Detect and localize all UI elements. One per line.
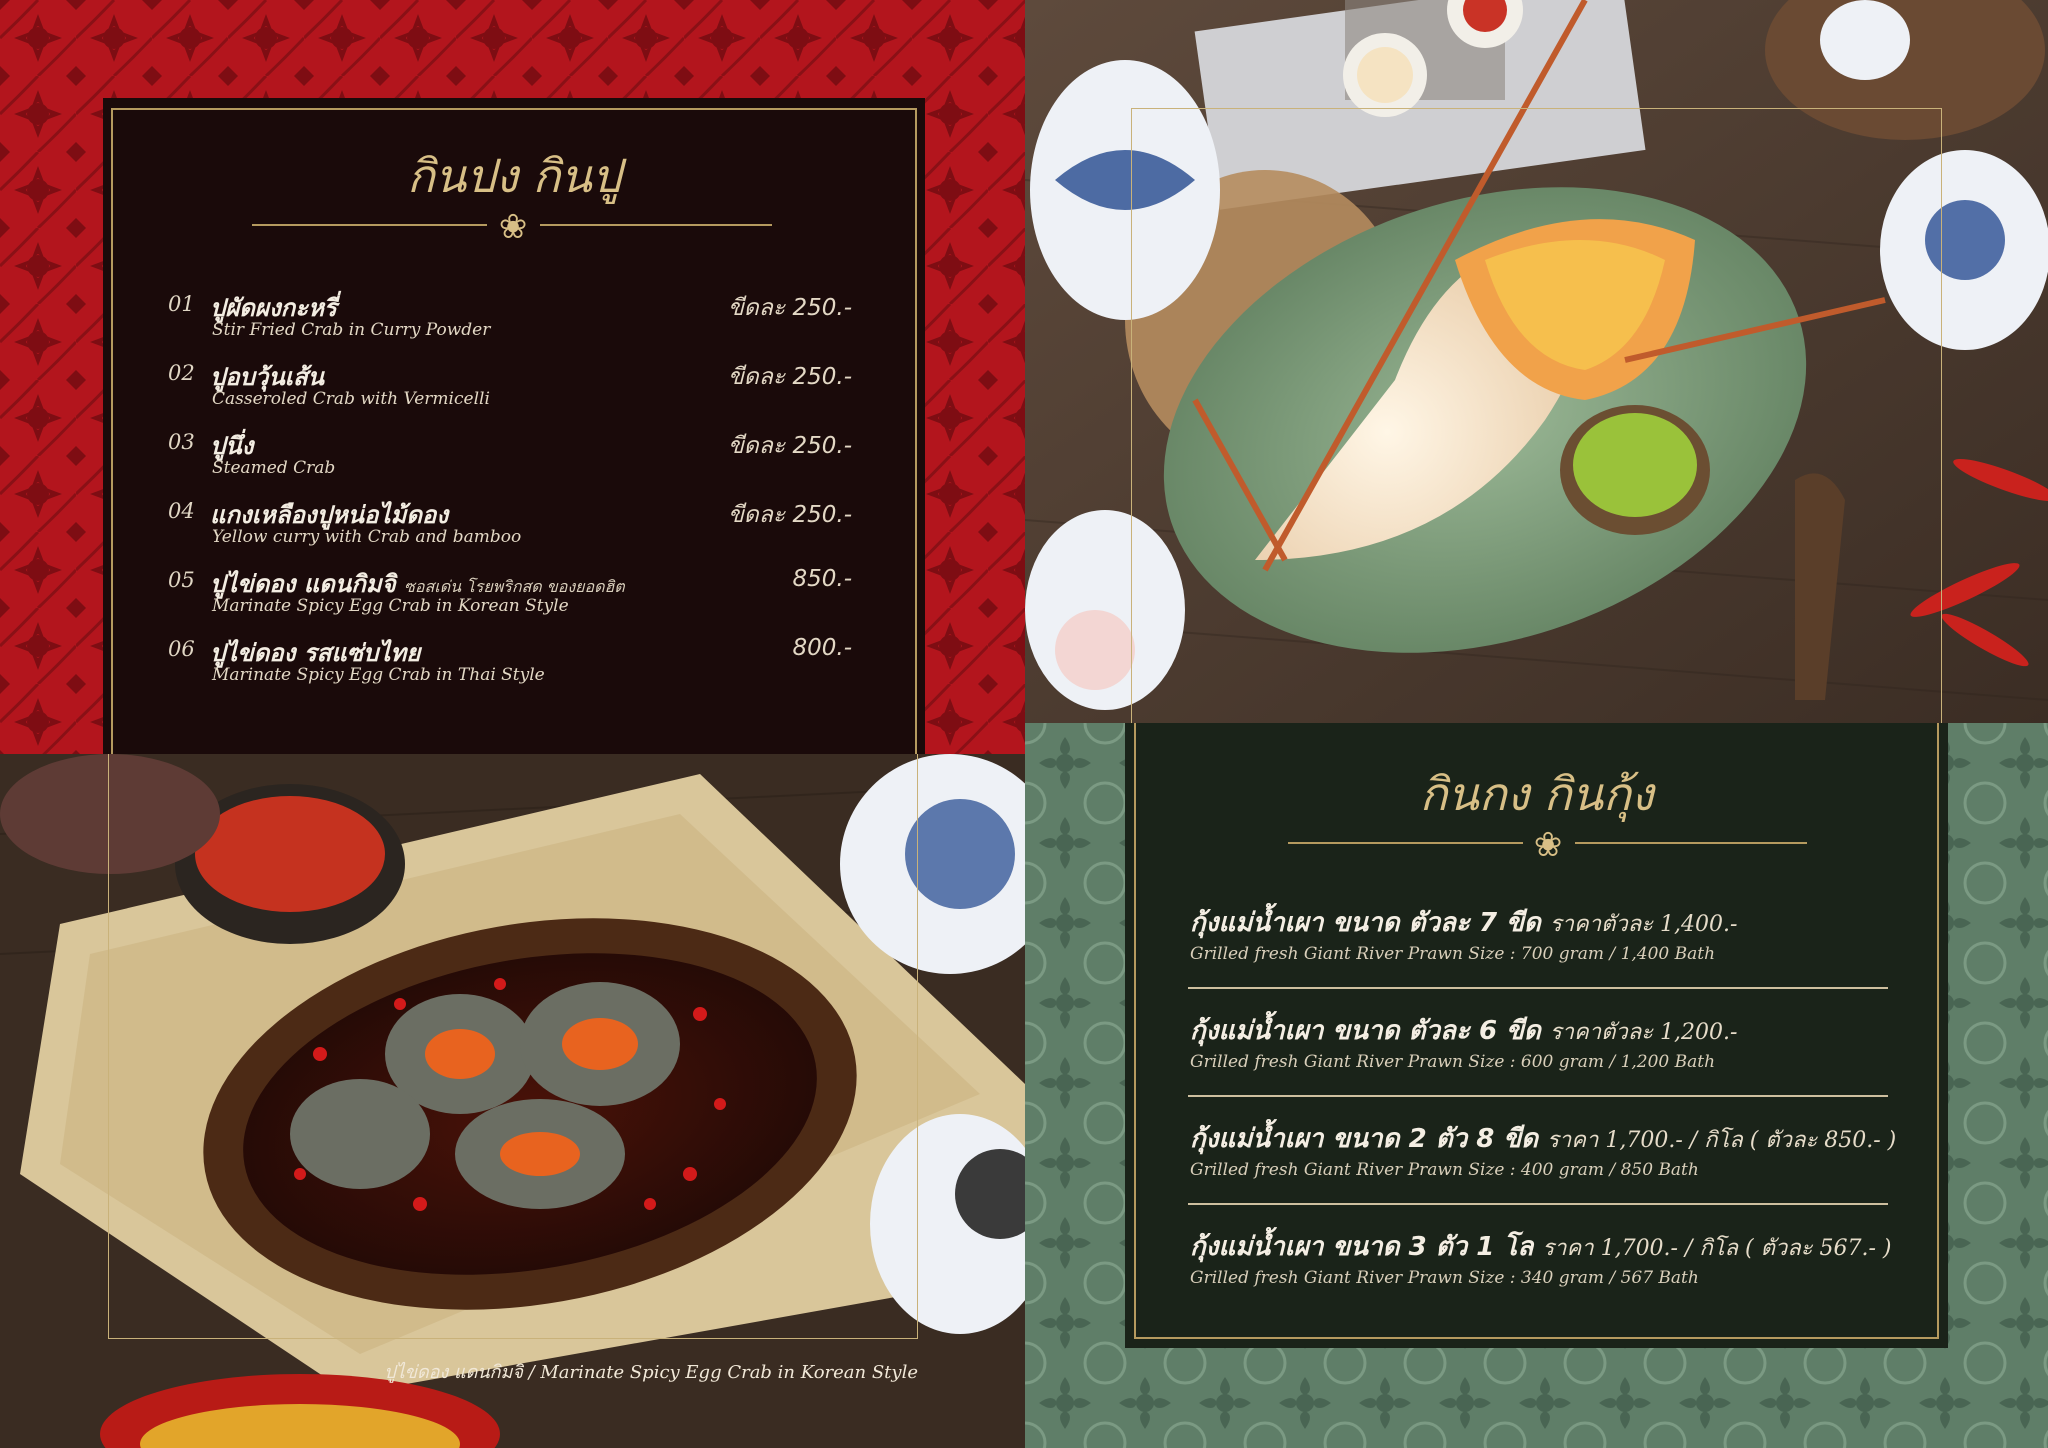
prawn-item-divider (1188, 987, 1888, 989)
grilled-prawn-photo (1025, 0, 2048, 723)
item-thai-name-text: ปูนึ่ง (210, 432, 254, 460)
item-english-name: Stir Fried Crab in Curry Powder (212, 320, 491, 340)
item-number: 05 (168, 568, 195, 592)
spicy-egg-crab-illustration (0, 754, 1025, 1448)
prawn-item-thai-name: กุ้งแม่น้ำเผา ขนาด 2 ตัว 8 ขีด (1190, 1124, 1539, 1154)
item-number: 02 (168, 361, 195, 385)
prawn-item-divider (1188, 1203, 1888, 1205)
prawn-item-title (1190, 902, 1737, 943)
flower-ornament-icon: ❀ (1533, 825, 1563, 865)
item-number: 04 (168, 499, 195, 523)
item-price: 850.- (792, 566, 852, 592)
item-english-name: Yellow curry with Crab and bamboo (212, 527, 522, 547)
item-price: 800.- (792, 635, 852, 661)
prawn-title-divider-left (1288, 842, 1523, 844)
prawn-item-title (1190, 1226, 1892, 1267)
spicy-egg-crab-photo (0, 754, 1025, 1448)
title-divider-left (252, 224, 487, 226)
item-price: ขีดละ 250.- (728, 502, 852, 528)
prawn-item-english: Grilled fresh Giant River Prawn Size : 340 gram / 567 Bath (1190, 1268, 1699, 1288)
prawn-item-title (1190, 1118, 1896, 1159)
title-divider-right (540, 224, 772, 226)
flower-ornament-icon: ❀ (498, 207, 528, 247)
item-english-name: Marinate Spicy Egg Crab in Korean Style (212, 596, 569, 616)
prawn-item-price: ราคาตัวละ 1,200.- (1549, 1020, 1738, 1045)
prawn-item-thai-name: กุ้งแม่น้ำเผา ขนาด ตัวละ 7 ขีด (1190, 908, 1541, 938)
item-number: 06 (168, 637, 195, 661)
item-english-name: Marinate Spicy Egg Crab in Thai Style (212, 665, 545, 685)
prawn-item-english: Grilled fresh Giant River Prawn Size : 600 gram / 1,200 Bath (1190, 1052, 1716, 1072)
prawn-item-title (1190, 1010, 1737, 1051)
crab-photo-caption: ปูไข่ดอง แดนกิมจิ / Marinate Spicy Egg Crab in Korean Style (384, 1362, 918, 1383)
item-price: ขีดละ 250.- (728, 295, 852, 321)
prawn-item-price: ราคา 1,700.- / กิโล ( ตัวละ 567.- ) (1542, 1236, 1892, 1261)
prawn-item-english: Grilled fresh Giant River Prawn Size : 700 gram / 1,400 Bath (1190, 944, 1716, 964)
grilled-prawn-illustration (1025, 0, 2048, 723)
item-thai-name-text: ปูไข่ดอง รสแซ่บไทย (210, 639, 421, 667)
prawn-title-divider-right (1575, 842, 1807, 844)
item-price: ขีดละ 250.- (728, 364, 852, 390)
prawn-item-thai-name: กุ้งแม่น้ำเผา ขนาด 3 ตัว 1 โล (1190, 1232, 1534, 1262)
item-english-name: Steamed Crab (212, 458, 336, 478)
prawn-item-thai-name: กุ้งแม่น้ำเผา ขนาด ตัวละ 6 ขีด (1190, 1016, 1541, 1046)
item-thai-name-text: ปูอบวุ้นเส้น (210, 363, 325, 391)
item-thai-name-text: ปูไข่ดอง แดนกิมจิ (210, 570, 396, 598)
prawn-item-price: ราคาตัวละ 1,400.- (1549, 912, 1738, 937)
item-number: 01 (168, 292, 195, 316)
prawn-section-title: กินกง กินกุ้ง (1419, 767, 1654, 821)
prawn-item-price: ราคา 1,700.- / กิโล ( ตัวละ 850.- ) (1547, 1128, 1897, 1153)
prawn-item-english: Grilled fresh Giant River Prawn Size : 400 gram / 850 Bath (1190, 1160, 1699, 1180)
prawn-item-divider (1188, 1095, 1888, 1097)
item-number: 03 (168, 430, 195, 454)
item-note: ซอสเด่น โรยพริกสด ของยอดฮิต (404, 577, 625, 596)
crab-section-title: กินปง กินปู (406, 149, 622, 203)
item-price: ขีดละ 250.- (728, 433, 852, 459)
item-english-name: Casseroled Crab with Vermicelli (212, 389, 490, 409)
item-thai-name-text: แกงเหลืองปูหน่อไม้ดอง (210, 501, 449, 529)
item-thai-name-text: ปูผัดผงกะหรี่ (210, 294, 337, 322)
